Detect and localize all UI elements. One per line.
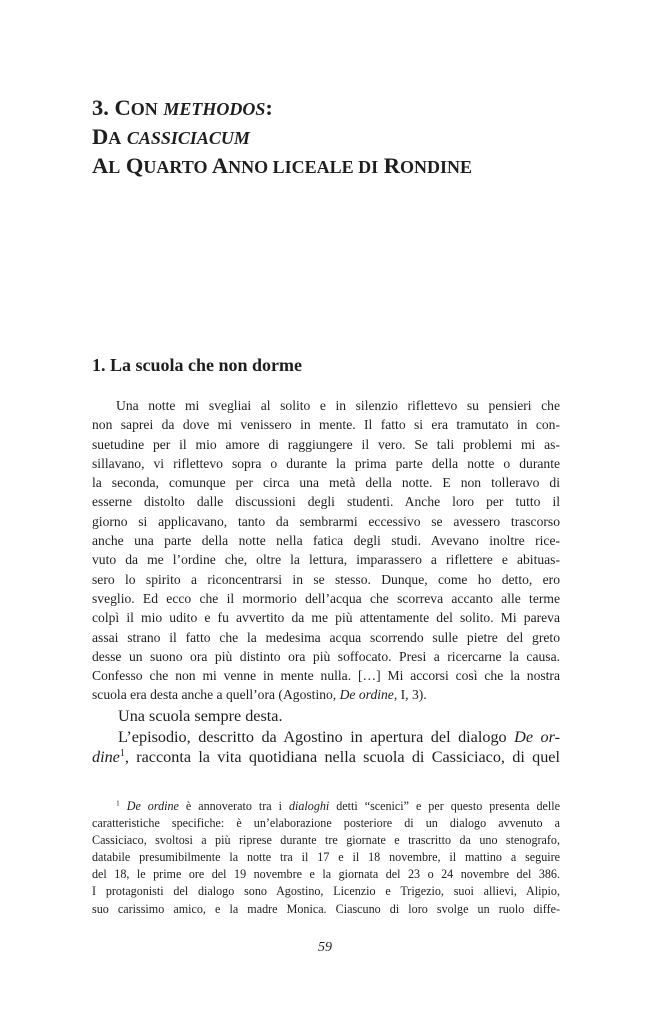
footnote-line: del 18, le prime ore del 19 novembre e la giornata del 23 o 24 novembre del 386.: [92, 867, 560, 882]
quote-line: sillavano, vi riflettevo sopra o durante la prima parte della notte o durante: [92, 455, 560, 471]
quote-line: assai strano il fatto che la medesima acqua scorrendo sulle pietre del greto: [92, 629, 560, 645]
quote-line: Una notte mi svegliai al solito e in silenzio riflettevo su pensieri che: [116, 398, 560, 413]
footnote-line: caratteristiche specifiche: è un’elaborazione posteriore di un dialogo avvenuto a: [92, 816, 560, 831]
body-paragraph: [92, 706, 560, 768]
footnote-marker: 1: [116, 798, 120, 808]
footnote-line: I protagonisti del dialogo sono Agostino, Licenzio e Trigezio, suoi allievi, Alipio,: [92, 884, 560, 899]
body-line: Una scuola sempre desta.: [118, 707, 283, 725]
footnote-reference: 1: [119, 747, 125, 759]
chapter-title-line-3: AL QUARTO ANNO LICEALE DI RONDINE: [92, 153, 473, 178]
quote-line: sveglio. Ed ecco che il mormorio dell’acqua che scorreva accanto alle terme: [92, 590, 560, 606]
quote-citation-title: De ordine: [339, 687, 394, 703]
chapter-title: [92, 94, 592, 181]
quote-block: [92, 396, 560, 705]
footnote-line: databile presumibilmente la notte tra il 17 e il 18 novembre, il mattino a seguire: [92, 850, 560, 865]
quote-line: sero lo spirito a riconcentrarsi in se stesso. Dunque, come ho detto, ero: [92, 571, 560, 587]
footnote-line: Cassiciaco, svoltosi a più riprese durante tre giornate e trascritto da uno stenografo,: [92, 833, 560, 848]
quote-last-line: scuola era desta anche a quell’ora (Agostino, De ordine, I, 3).: [92, 687, 427, 703]
page-number: 59: [318, 940, 332, 955]
footnote-line: $^1$ De ordine è annoverato tra i dialoghi detti “scenici” e per questo presenta delle: [116, 798, 561, 813]
quote-line: anche una parte della notte nella fatica degli studi. Avevano inoltre rice-: [92, 533, 560, 549]
body-line: L’episodio, descritto da Agostino in apertura del dialogo De or-: [118, 727, 560, 746]
quote-line: vuto da me l’ordine che, oltre la lettura, imparassero a riflettere e abituas-: [92, 552, 560, 568]
footnote-line: suo carissimo amico, e la madre Monica. Ciascuno di loro svolge un ruolo diffe-: [92, 901, 560, 916]
quote-line: colpì il mio udito e fu avvertito da me più attentamente del solito. Mi pareva: [92, 610, 560, 626]
quote-line: Confesso che non mi venne in mente nulla. […] Mi accorsi così che la nostra: [92, 668, 560, 684]
quote-line: la seconda, comunque per circa una metà della notte. E non tolleravo di: [92, 475, 560, 491]
body-line: dine$^1$, racconta la vita quotidiana nella scuola di Cassiciaco, di quel: [92, 747, 560, 766]
chapter-title-line-1: 3. CON METHODOS:: [92, 95, 273, 120]
quote-line: giorno si applicavano, tanto da sembrarmi eccessivo se avessero trascorso: [92, 513, 560, 529]
quote-line: desse un suono ora più distinto ora più soffocato. Presi a ricercarne la causa.: [92, 648, 560, 664]
footnote: [92, 798, 560, 918]
section-title: 1. La scuola che non dorme: [92, 355, 303, 375]
quote-line: non saprei da dove mi venissero in mente. Il fatto si era tramutato in con-: [92, 417, 560, 433]
quote-line: suetudine per il mio amore di raggiungere il vero. Se tali problemi mi as-: [92, 436, 560, 452]
quote-line: esserne distolto dalle discussioni degli studenti. Anche loro per tutto il: [92, 494, 560, 510]
chapter-title-line-2: DA CASSICIACUM: [92, 124, 250, 149]
